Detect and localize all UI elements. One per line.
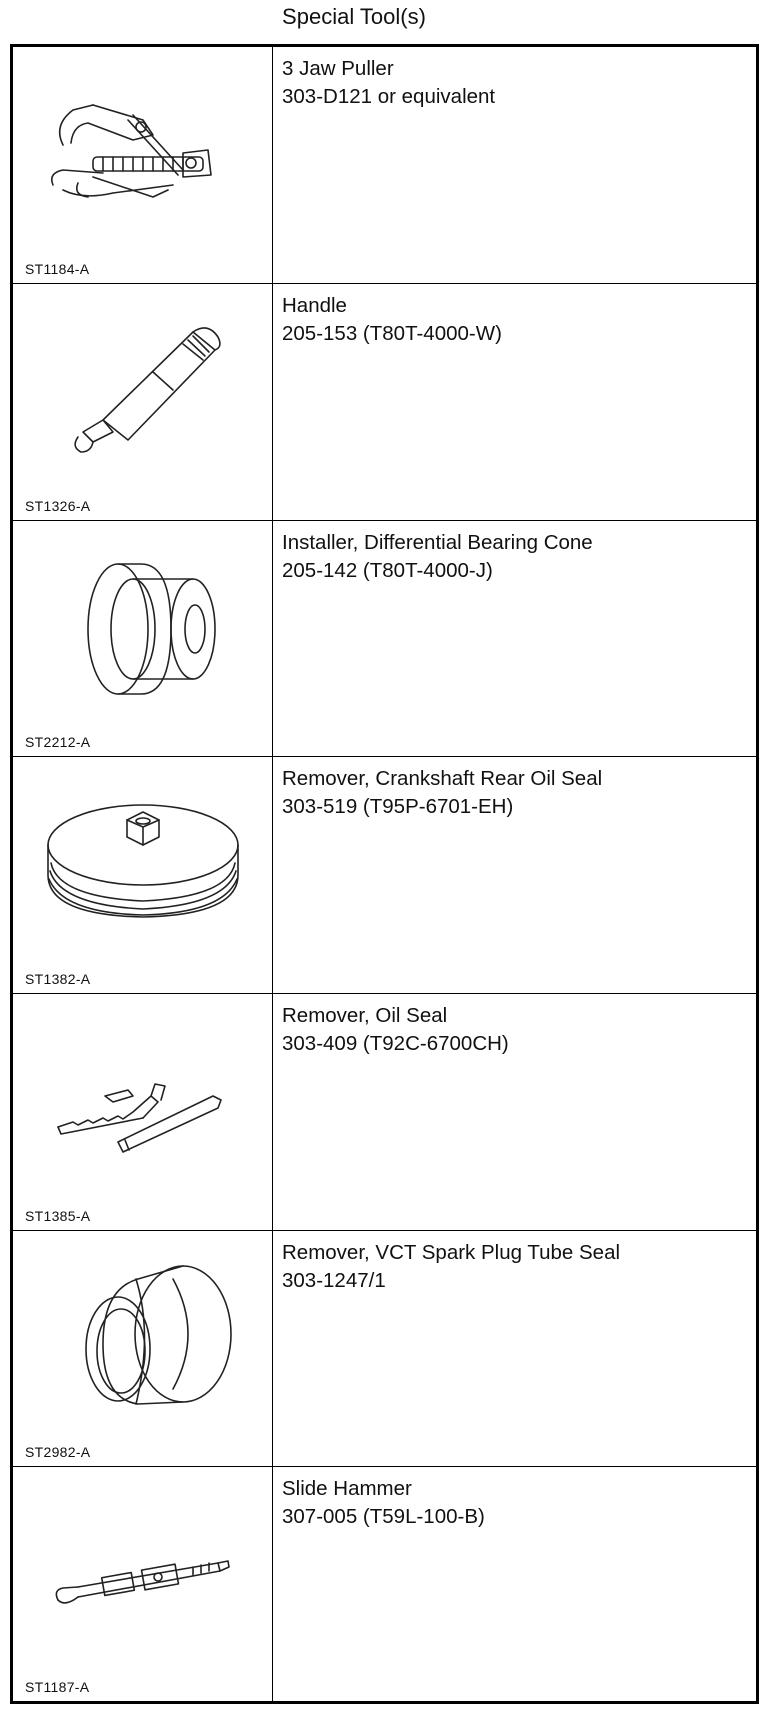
table-row <box>13 520 756 756</box>
tool-code: ST1326-A <box>25 498 91 514</box>
tool-part-number: 303-1247/1 <box>282 1269 386 1292</box>
tool-part-number: 205-142 (T80T-4000-J) <box>282 559 493 582</box>
tool-code: ST2212-A <box>25 734 91 750</box>
vct-seal-remover-icon <box>33 1249 253 1419</box>
table-row <box>13 283 756 520</box>
table-row <box>13 1466 756 1701</box>
table-row <box>13 1230 756 1466</box>
tool-description <box>282 292 752 348</box>
table-row <box>13 993 756 1230</box>
tool-name: Remover, Crankshaft Rear Oil Seal <box>282 767 603 790</box>
tool-description <box>282 1475 752 1531</box>
oil-seal-remover-icon <box>33 1012 253 1182</box>
tool-image-cell <box>13 757 273 993</box>
tool-part-number: 205-153 (T80T-4000-W) <box>282 322 502 345</box>
tool-part-number: 303-409 (T92C-6700CH) <box>282 1032 509 1055</box>
tool-code: ST1187-A <box>25 1679 90 1695</box>
crankshaft-seal-remover-icon <box>33 775 253 945</box>
tool-name: Handle <box>282 294 347 317</box>
bearing-cone-installer-icon <box>33 539 253 709</box>
tool-description <box>282 55 752 111</box>
table-row <box>13 47 756 283</box>
tool-description <box>282 1239 752 1295</box>
tool-image-cell <box>13 47 273 283</box>
jaw-puller-icon <box>33 65 253 235</box>
tool-part-number: 303-519 (T95P-6701-EH) <box>282 795 514 818</box>
tool-image-cell <box>13 284 273 520</box>
tool-name: 3 Jaw Puller <box>282 57 394 80</box>
handle-icon <box>33 302 253 472</box>
slide-hammer-icon <box>33 1485 253 1655</box>
tool-name: Slide Hammer <box>282 1477 412 1500</box>
tool-image-cell <box>13 521 273 756</box>
tool-part-number: 307-005 (T59L-100-B) <box>282 1505 485 1528</box>
table-row <box>13 756 756 993</box>
tool-description <box>282 529 752 585</box>
tool-description <box>282 765 752 821</box>
tool-part-number: 303-D121 or equivalent <box>282 85 496 108</box>
tool-image-cell <box>13 994 273 1230</box>
tool-code: ST1184-A <box>25 261 90 277</box>
tool-code: ST1385-A <box>25 1208 91 1224</box>
tool-name: Installer, Differential Bearing Cone <box>282 531 593 554</box>
tool-code: ST2982-A <box>25 1444 91 1460</box>
tool-image-cell <box>13 1231 273 1466</box>
tool-name: Remover, Oil Seal <box>282 1004 448 1027</box>
tool-description <box>282 1002 752 1058</box>
tool-name: Remover, VCT Spark Plug Tube Seal <box>282 1241 621 1264</box>
tool-code: ST1382-A <box>25 971 91 987</box>
special-tools-table <box>10 44 759 1704</box>
tool-image-cell <box>13 1467 273 1701</box>
page-title: Special Tool(s) <box>282 4 426 29</box>
